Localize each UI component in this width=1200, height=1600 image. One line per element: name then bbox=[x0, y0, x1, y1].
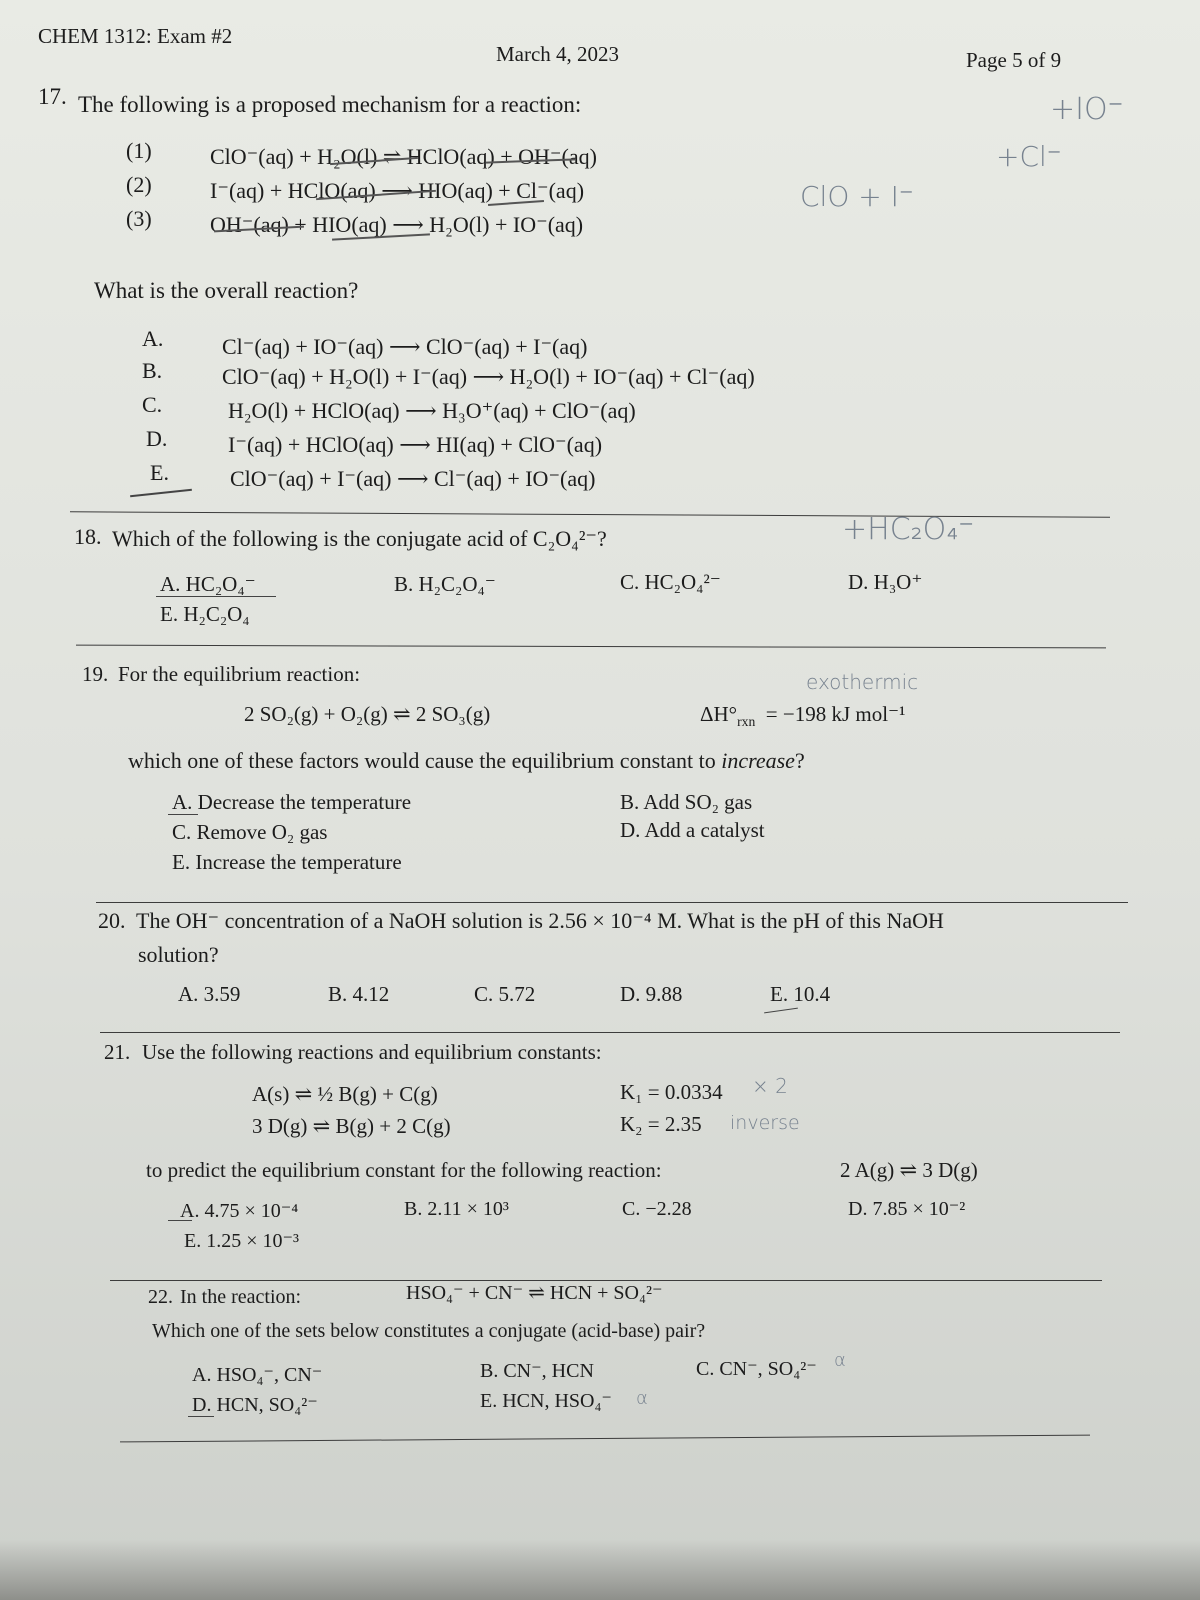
choice-letter: E. bbox=[150, 460, 169, 485]
answer-choice: B. 4.12 bbox=[328, 982, 390, 1006]
answer-underline bbox=[130, 489, 192, 497]
handwritten-note: +HC₂O₄⁻ bbox=[842, 512, 975, 547]
answer-choice: B. CN⁻, HCN bbox=[480, 1360, 594, 1382]
choice-letter: B. bbox=[142, 358, 163, 383]
mechanism-step-label: (1) bbox=[126, 138, 152, 163]
answer-choice: B. Add SO₂ gas bbox=[620, 790, 753, 814]
answer-choice: ClO⁻(aq) + H₂O(l) + I⁻(aq) ⟶ H₂O(l) + IO⁻(aq) + Cl⁻(aq) bbox=[222, 364, 755, 389]
exam-date: March 4, 2023 bbox=[496, 42, 620, 66]
question-number: 20. bbox=[98, 908, 126, 933]
question-text-emphasis: increase bbox=[721, 748, 795, 773]
equilibrium-equation: 2 SO₂(g) + O₂(g) ⇌ 2 SO₃(g) bbox=[244, 702, 491, 726]
answer-choice: E. 1.25 × 10⁻³ bbox=[184, 1230, 300, 1252]
question-text-end: ? bbox=[794, 748, 805, 773]
answer-choice: D. HCN, SO₄²⁻ bbox=[192, 1394, 318, 1416]
question-text: Which one of the sets below constitutes a conjugate (acid-base) pair? bbox=[152, 1320, 706, 1342]
answer-choice: E. 10.4 bbox=[770, 982, 831, 1006]
answer-choice: A. 4.75 × 10⁻⁴ bbox=[180, 1200, 299, 1222]
answer-choice: B. 2.11 × 10³ bbox=[404, 1198, 509, 1220]
question-prompt: For the equilibrium reaction: bbox=[118, 662, 361, 686]
choice-letter: A. bbox=[142, 326, 164, 351]
answer-underline bbox=[764, 1008, 798, 1014]
target-reaction: 2 A(g) ⇌ 3 D(g) bbox=[840, 1158, 978, 1182]
answer-choice: A. Decrease the temperature bbox=[172, 790, 412, 814]
answer-choice: A. HSO₄⁻, CN⁻ bbox=[192, 1364, 323, 1386]
question-prompt: The following is a proposed mechanism for a reaction: bbox=[78, 92, 582, 117]
page-number: Page 5 of 9 bbox=[966, 48, 1062, 72]
answer-choice: E. HCN, HSO₄⁻ bbox=[480, 1390, 612, 1412]
answer-choice: A. 3.59 bbox=[178, 982, 241, 1006]
question-number: 21. bbox=[104, 1040, 131, 1064]
handwritten-note: exothermic bbox=[806, 670, 919, 694]
mechanism-step-equation: ClO⁻(aq) + H₂O(l) ⇌ HClO(aq) + OH⁻(aq) bbox=[210, 144, 597, 169]
divider bbox=[120, 1435, 1090, 1443]
answer-choice: C. −2.28 bbox=[622, 1198, 692, 1220]
divider bbox=[100, 1032, 1120, 1033]
course-title: CHEM 1312: Exam #2 bbox=[38, 24, 233, 48]
answer-choice: C. CN⁻, SO₄²⁻ bbox=[696, 1358, 817, 1380]
answer-underline bbox=[168, 814, 198, 815]
equilibrium-constant: K₂ = 2.35 bbox=[620, 1112, 702, 1136]
choice-letter: C. bbox=[142, 392, 163, 417]
question-prompt: Use the following reactions and equilibrium constants: bbox=[142, 1040, 602, 1064]
handwritten-note: +IO⁻ bbox=[1050, 92, 1124, 127]
answer-choice: H₂O(l) + HClO(aq) ⟶ H₃O⁺(aq) + ClO⁻(aq) bbox=[228, 398, 636, 423]
question-prompt: The OH⁻ concentration of a NaOH solution is 2.56 × 10⁻⁴ M. What is the pH of this NaOH bbox=[136, 908, 944, 933]
divider bbox=[96, 902, 1128, 903]
question-text-start: which one of these factors would cause the equilibrium constant to bbox=[128, 748, 722, 773]
question-text: to predict the equilibrium constant for the following reaction: bbox=[146, 1158, 662, 1182]
answer-choice: B. H₂C₂O₄⁻ bbox=[394, 572, 496, 596]
mechanism-step-label: (3) bbox=[126, 206, 152, 231]
answer-choice: E. H₂C₂O₄ bbox=[160, 602, 250, 626]
question-number: 17. bbox=[38, 84, 67, 109]
enthalpy-symbol: ΔH° bbox=[700, 702, 738, 726]
handwritten-note: × 2 bbox=[752, 1074, 788, 1098]
answer-underline bbox=[156, 596, 276, 597]
handwritten-note: +Cl⁻ bbox=[996, 140, 1062, 173]
answer-choice: D. 7.85 × 10⁻² bbox=[848, 1198, 966, 1220]
answer-choice: ClO⁻(aq) + I⁻(aq) ⟶ Cl⁻(aq) + IO⁻(aq) bbox=[230, 466, 596, 491]
question-prompt: Which of the following is the conjugate acid of C₂O₄²⁻? bbox=[112, 526, 607, 551]
answer-underline bbox=[168, 1220, 192, 1221]
mechanism-step-label: (2) bbox=[126, 172, 152, 197]
question-prompt: solution? bbox=[138, 942, 219, 967]
choice-letter: D. bbox=[146, 426, 168, 451]
answer-choice: D. 9.88 bbox=[620, 982, 683, 1006]
answer-underline bbox=[188, 1416, 214, 1417]
handwritten-note: ClO + I⁻ bbox=[800, 180, 914, 213]
question-number: 18. bbox=[74, 524, 102, 549]
enthalpy bbox=[700, 702, 906, 730]
enthalpy-subscript: rxn bbox=[737, 714, 756, 730]
answer-choice: C. Remove O₂ gas bbox=[172, 820, 328, 844]
handwritten-mark: α bbox=[636, 1388, 648, 1409]
answer-choice: C. HC₂O₄²⁻ bbox=[620, 570, 721, 594]
question-prompt: In the reaction: bbox=[180, 1286, 302, 1308]
reaction-equation: 3 D(g) ⇌ B(g) + 2 C(g) bbox=[252, 1114, 451, 1138]
reaction-equation: A(s) ⇌ ½ B(g) + C(g) bbox=[252, 1082, 438, 1106]
answer-choice: Cl⁻(aq) + IO⁻(aq) ⟶ ClO⁻(aq) + I⁻(aq) bbox=[222, 334, 588, 359]
question-number: 19. bbox=[82, 662, 109, 686]
answer-choice: E. Increase the temperature bbox=[172, 850, 402, 874]
enthalpy-value: = −198 kJ mol⁻¹ bbox=[765, 702, 906, 726]
answer-choice: I⁻(aq) + HClO(aq) ⟶ HI(aq) + ClO⁻(aq) bbox=[228, 432, 603, 457]
handwritten-note: inverse bbox=[730, 1112, 800, 1134]
answer-choice: C. 5.72 bbox=[474, 982, 536, 1006]
question-text: What is the overall reaction? bbox=[94, 278, 359, 303]
answer-choice: D. Add a catalyst bbox=[620, 818, 765, 842]
question-number: 22. bbox=[148, 1286, 173, 1308]
answer-choice: A. HC₂O₄⁻ bbox=[160, 572, 256, 596]
mechanism-step-equation: I⁻(aq) + HClO(aq) ⟶ HIO(aq) + Cl⁻(aq) bbox=[210, 178, 585, 203]
mechanism-step-equation: OH⁻(aq) + HIO(aq) ⟶ H₂O(l) + IO⁻(aq) bbox=[210, 212, 584, 237]
handwritten-mark: α bbox=[834, 1350, 846, 1371]
answer-choice: D. H₃O⁺ bbox=[848, 570, 923, 594]
equilibrium-constant: K₁ = 0.0334 bbox=[620, 1080, 723, 1104]
divider bbox=[76, 645, 1106, 649]
question-text bbox=[128, 748, 805, 774]
reaction-equation: HSO₄⁻ + CN⁻ ⇌ HCN + SO₄²⁻ bbox=[406, 1282, 663, 1304]
page-shadow bbox=[0, 1540, 1200, 1600]
